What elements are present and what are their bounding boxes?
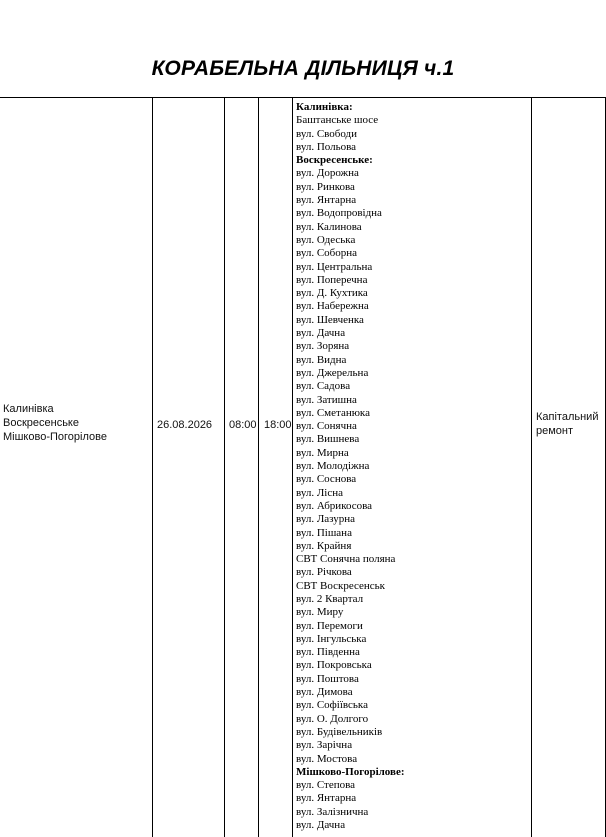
street-item: вул. Миру [296, 606, 344, 619]
street-item: вул. Лазурна [296, 513, 356, 526]
column-divider [258, 98, 259, 837]
start-time-cell: 08:00 [229, 419, 257, 431]
street-item: вул. Шевченка [296, 313, 364, 326]
column-divider [531, 98, 532, 837]
street-item: вул. Джерельна [296, 366, 369, 379]
page-title: КОРАБЕЛЬНА ДІЛЬНИЦЯ ч.1 [151, 57, 455, 80]
street-item: вул. Поперечна [296, 273, 368, 286]
street-item: вул. Лісна [296, 486, 343, 499]
street-item: вул. Садова [296, 380, 351, 393]
street-item: вул. Покровська [296, 659, 372, 672]
street-item: вул. Набережна [296, 300, 369, 313]
street-item: вул. Сметанюка [296, 406, 370, 419]
street-item: вул. 2 Квартал [296, 592, 364, 605]
settlement-heading: Воскресенське: [296, 154, 373, 167]
street-item: вул. Янтарна [296, 792, 357, 805]
street-item: вул. Янтарна [296, 194, 357, 207]
street-item: вул. Інгульська [296, 632, 367, 645]
street-item: вул. Дачна [296, 819, 346, 832]
column-divider [292, 98, 293, 837]
column-divider [224, 98, 225, 837]
street-item: вул. Видна [296, 353, 347, 366]
street-item: вул. Свободи [296, 127, 358, 140]
column-divider [152, 98, 153, 837]
street-item: вул. Софіївська [296, 699, 368, 712]
street-item: вул. Абрикосова [296, 499, 373, 512]
street-item: вул. Вишнева [296, 433, 360, 446]
date-cell: 26.08.2026 [157, 419, 213, 431]
work-type-line: Капітальний [536, 411, 599, 423]
settlement-heading: Калинівка: [296, 101, 353, 113]
street-item: вул. Дорожна [296, 167, 359, 180]
street-item: вул. Затишна [296, 393, 357, 406]
settlement-name: Мішково-Погорілове [3, 431, 107, 443]
street-item: СВТ Воскресенськ [296, 579, 386, 592]
end-time-cell: 18:00 [264, 419, 292, 431]
settlement-name: Воскресенське [3, 417, 79, 429]
street-item: вул. Соснова [296, 473, 357, 486]
street-item: вул. Водопровідна [296, 207, 382, 220]
street-item: вул. Сонячна [296, 420, 357, 433]
work-type-cell [536, 410, 602, 438]
street-item: вул. Зарічна [296, 739, 353, 752]
street-item: вул. Поштова [296, 672, 359, 685]
street-item: вул. Перемоги [296, 619, 363, 632]
street-item: Баштанське шосе [296, 114, 379, 127]
street-item: вул. Соборна [296, 247, 358, 260]
work-type-line: ремонт [536, 425, 574, 437]
street-item: вул. Польова [296, 140, 357, 153]
street-item: вул. Мостова [296, 752, 358, 765]
streets-list [296, 101, 530, 832]
street-item: вул. Центральна [296, 260, 373, 273]
settlements-cell [3, 402, 151, 444]
street-item: вул. Зоряна [296, 340, 350, 353]
street-item: вул. О. Долгого [296, 712, 369, 725]
settlement-name: Калинівка [3, 403, 54, 415]
street-item: вул. Пішана [296, 526, 352, 539]
street-item: вул. Південна [296, 646, 360, 659]
street-item: вул. Крайня [296, 539, 352, 552]
street-item: СВТ Сонячна поляна [296, 553, 396, 566]
street-item: вул. Річкова [296, 566, 352, 579]
street-item: вул. Дачна [296, 327, 346, 340]
street-item: вул. Будівельників [296, 725, 383, 738]
street-item: вул. Молодіжна [296, 460, 370, 473]
street-item: вул. Димова [296, 686, 353, 699]
street-item: вул. Ринкова [296, 180, 355, 193]
street-item: вул. Степова [296, 779, 356, 792]
settlement-heading: Мішково-Погорілове: [296, 765, 405, 778]
street-item: вул. Одеська [296, 233, 356, 246]
street-item: вул. Калинова [296, 220, 362, 233]
street-item: вул. Мирна [296, 446, 349, 459]
street-item: вул. Д. Кухтика [296, 287, 368, 300]
street-item: вул. Залізнична [296, 805, 369, 818]
outage-schedule-table [0, 97, 606, 837]
